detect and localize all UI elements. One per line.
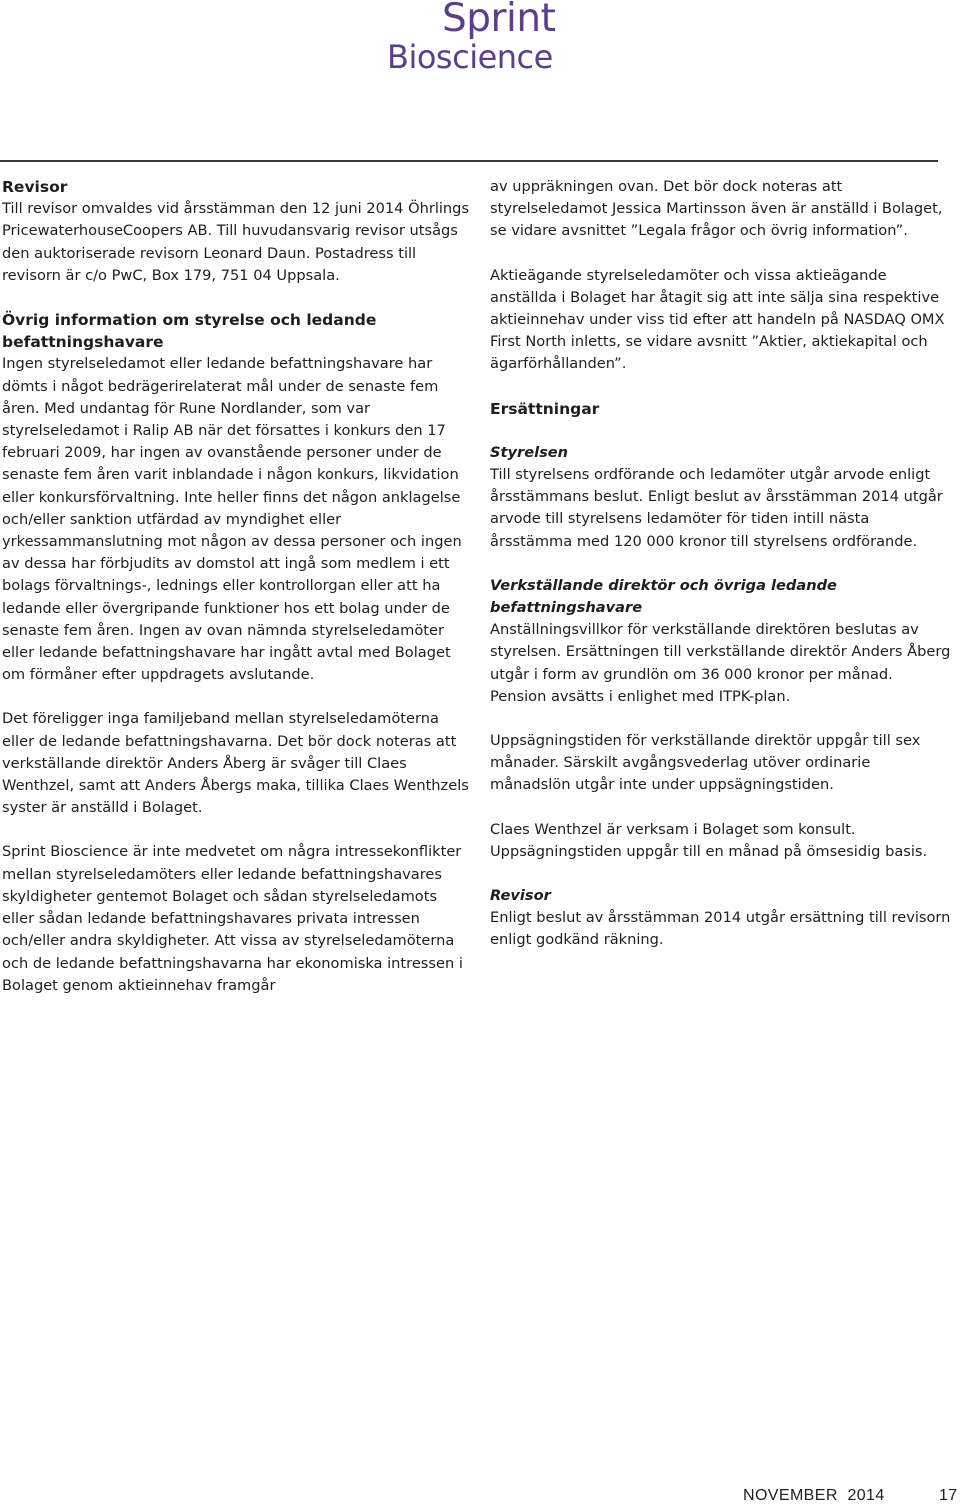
logo-line-1: Sprint — [442, 0, 556, 41]
page-number: 17 — [939, 1487, 958, 1504]
styrelsen-subheading: Styrelsen — [490, 443, 569, 461]
continued-paragraph-1: av uppräkningen ovan. Det bör dock noteras att styrelseledamot Jessica Martinsson även är anställd i Bolaget, se vidare avsnittet ”Legala frågor och övrig information”. — [490, 178, 943, 240]
footer-date: NOVEMBER 2014 — [743, 1487, 885, 1504]
ovrig-information-paragraph-1: Ingen styrelseledamot eller ledande befattningshavare har dömts i något bedrägerirelaterat mål under de senaste fem åren. Med undantag för Rune Nordlander, som var styrelseledamot i Ralip AB när det försattes i konkurs den 17 februari 2009, har ingen av ovanstående personer under de senaste fem åren varit inblandade i någon konkurs, likvidation eller konkursförvaltning. Inte heller finns det någon anklagelse och/eller sanktion utfärdad av myndighet eller yrkessammanslutning mot någon av dessa personer och ingen av dessa har förbjudits av domstol att ingå som medlem i ett bolags förvaltnings-, lednings eller kontrollorgan eller att ha ledande eller övergripande funktioner hos ett bolag under de senaste fem åren. Ingen av ovan nämnda styrelseledamöter eller ledande befattningshavare har ingått avtal med Bolaget om förmåner efter uppdragets avslutande. — [2, 355, 462, 684]
styrelsen-paragraph: Till styrelsens ordförande och ledamöter utgår arvode enligt årsstämmans beslut. Enligt beslut av årsstämman 2014 utgår arvode till styrelsens ledamöter för tiden intill nästa årsstämma med 120 000 kronor till styrelsens ordförande. — [490, 466, 943, 550]
right-column — [490, 176, 952, 952]
ersattningar-heading: Ersättningar — [490, 399, 600, 418]
revisor-subheading: Revisor — [490, 887, 551, 905]
vd-paragraph-2: Uppsägningstiden för verkställande direktör uppgår till sex månader. Särskilt avgångsvederlag utöver ordinarie månadslön utgår inte under uppsägningstiden. — [490, 732, 921, 794]
revisor-heading: Revisor — [2, 178, 68, 196]
revisor-ersattning-paragraph: Enligt beslut av årsstämman 2014 utgår ersättning till revisorn enligt godkänd räkning. — [490, 909, 951, 949]
sprint-bioscience-logo — [387, 0, 560, 80]
logo-line-2: Bioscience — [387, 38, 553, 76]
page-footer — [743, 1487, 958, 1505]
revisor-paragraph: Till revisor omvaldes vid årsstämman den 12 juni 2014 Öhrlings PricewaterhouseCoopers AB. Till huvudansvarig revisor utsågs den auktoriserade revisorn Leonard Daun. Postadress till revisorn är c/o PwC, Box 179, 751 04 Uppsala. — [2, 200, 470, 284]
left-column — [2, 176, 470, 997]
ovrig-information-paragraph-2: Det föreligger inga familjeband mellan styrelseledamöterna eller de ledande befattningshavarna. Det bör dock noteras att verkställande direktör Anders Åberg är svåger till Claes Wenthzel, samt att Anders Åbergs maka, tillika Claes Wenthzels syster är anställd i Bolaget. — [2, 710, 469, 817]
ovrig-information-paragraph-3: Sprint Bioscience är inte medvetet om några intressekonflikter mellan styrelseledamöters eller ledande befattningshavares skyldigheter gentemot Bolaget och sådan styrelseledamots eller sådan ledande befattningshavares privata intressen och/eller andra skyldigheter. Att vissa av styrelseledamöterna och de ledande befattningshavarna har ekonomiska intressen i Bolaget genom aktieinnehav framgår — [2, 843, 463, 994]
vd-paragraph-3: Claes Wenthzel är verksam i Bolaget som konsult. Uppsägningstiden uppgår till en månad på ömsesidig basis. — [490, 820, 928, 860]
vd-paragraph-1: Anställningsvillkor för verkställande direktören beslutas av styrelsen. Ersättningen till verkställande direktör Anders Åberg utgår i form av grundlön om 36 000 kronor per månad. Pension avsätts i enlighet med ITPK-plan. — [490, 621, 951, 705]
vd-subheading: Verkställande direktör och övriga ledande befattningshavare — [490, 576, 837, 617]
continued-paragraph-2: Aktieägande styrelseledamöter och vissa aktieägande anställda i Bolaget har åtagit sig att inte sälja sina respektive aktieinnehav under viss tid efter att handeln på NASDAQ OMX First North inletts, se vidare avsnitt ”Aktier, aktiekapital och ägarförhållanden”. — [490, 266, 945, 373]
header-rule — [0, 160, 938, 162]
ovrig-information-heading: Övrig information om styrelse och ledande befattningshavare — [2, 311, 377, 352]
